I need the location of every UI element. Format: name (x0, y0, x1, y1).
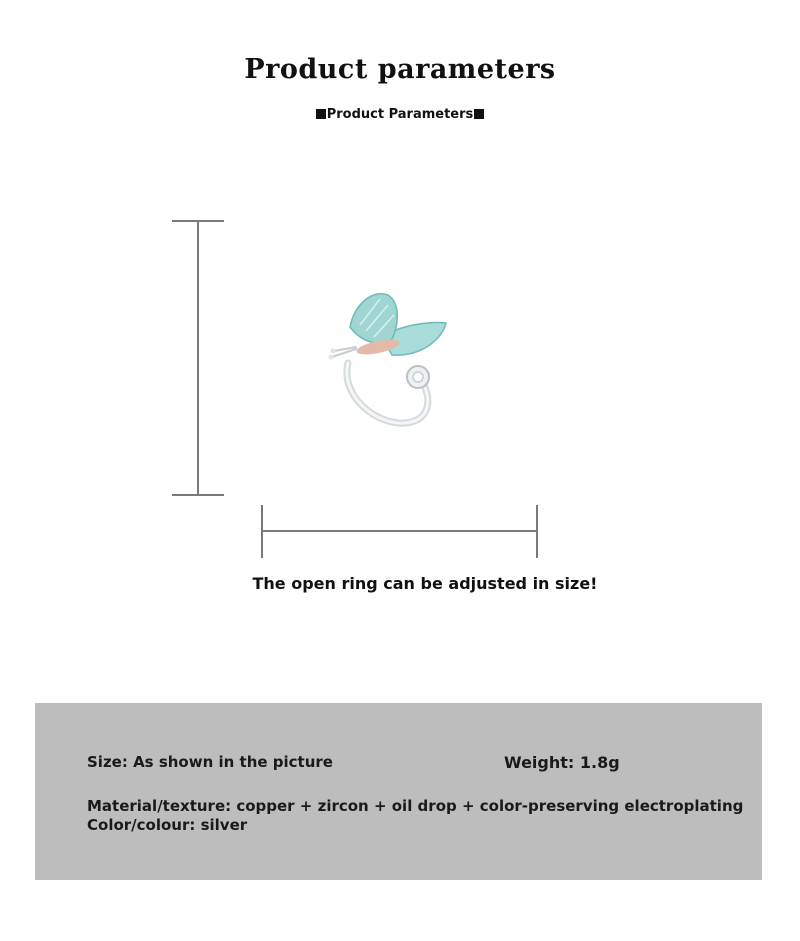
subtitle-label: Product Parameters (326, 107, 474, 122)
square-bullet-icon (316, 109, 326, 119)
width-marker-line (262, 530, 537, 532)
page-title: Product parameters (244, 54, 556, 85)
adjustable-note: The open ring can be adjusted in size! (252, 574, 598, 593)
spec-size: Size: As shown in the picture (87, 753, 333, 771)
square-bullet-icon (474, 109, 484, 119)
height-marker-line (197, 221, 199, 495)
section-subtitle (0, 107, 800, 122)
butterfly-ring-icon (320, 285, 460, 430)
spec-color: Color/colour: silver (87, 816, 248, 834)
spec-weight: Weight: 1.8g (504, 753, 620, 772)
width-marker-right (536, 505, 538, 558)
spec-material: Material/texture: copper + zircon + oil drop + color-preserving electroplating (87, 797, 744, 815)
spec-panel (35, 703, 762, 880)
height-marker-bottom (172, 494, 224, 496)
